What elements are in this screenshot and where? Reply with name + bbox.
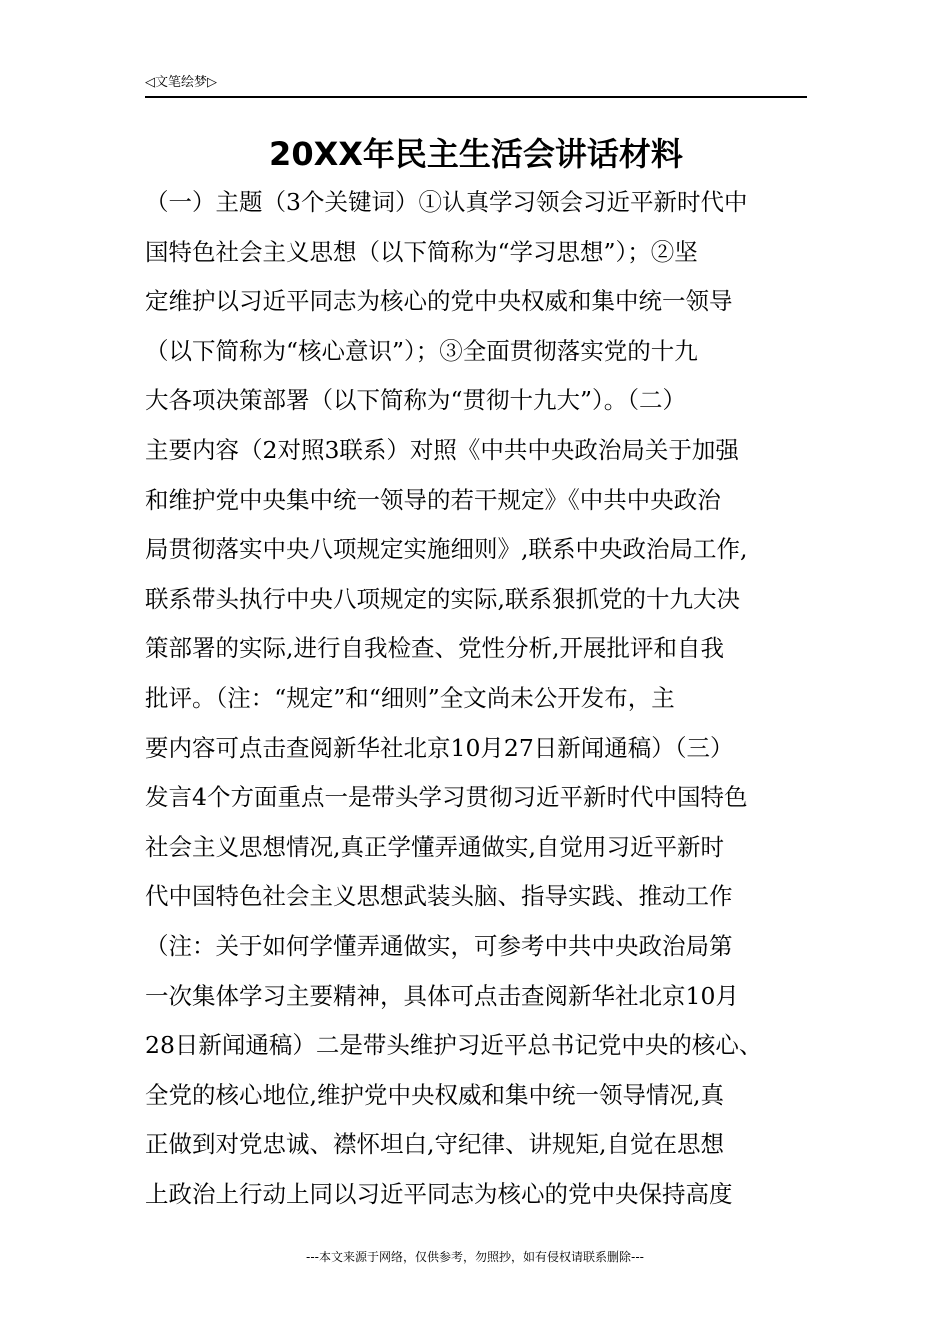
body-line: 大各项决策部署（以下简称为“贯彻十九大”）。（二） [145, 386, 687, 415]
header-divider [145, 96, 807, 98]
body-line: 批评。（注：“规定”和“细则”全文尚未公开发布，主 [145, 683, 675, 712]
footer-disclaimer: ---本文来源于网络，仅供参考，勿照抄，如有侵权请联系删除--- [306, 1250, 644, 1264]
body-line: 国特色社会主义思想（以下简称为“学习思想”）；②坚 [145, 237, 698, 266]
body-line: 一次集体学习主要精神，具体可点击查阅新华社北京10月 [145, 981, 739, 1010]
body-line: 局贯彻落实中央八项规定实施细则》,联系中央政治局工作, [145, 535, 748, 564]
body-line: 28日新闻通稿）二是带头维护习近平总书记党中央的核心、 [145, 1031, 763, 1060]
body-line: （一）主题（3个关键词）①认真学习领会习近平新时代中 [145, 188, 748, 216]
document-body [145, 178, 815, 1219]
body-line: 全党的核心地位,维护党中央权威和集中统一领导情况,真 [145, 1080, 724, 1109]
body-line: 策部署的实际,进行自我检查、党性分析,开展批评和自我 [145, 634, 724, 663]
body-line: 上政治上行动上同以习近平同志为核心的党中央保持高度 [145, 1179, 733, 1208]
body-line: 主要内容（2对照3联系）对照《中共中央政治局关于加强 [145, 435, 739, 464]
body-line: 要内容可点击查阅新华社北京10月27日新闻通稿）（三） [145, 733, 734, 762]
body-line: 社会主义思想情况,真正学懂弄通做实,自觉用习近平新时 [145, 832, 724, 861]
header-watermark: ◁文笔绘梦▷ [145, 75, 217, 90]
body-line: 联系带头执行中央八项规定的实际,联系狠抓党的十九大决 [145, 584, 740, 613]
document-title: 20XX年民主生活会讲话材料 [269, 135, 683, 173]
body-line: （注：关于如何学懂弄通做实，可参考中共中央政治局第 [145, 931, 733, 960]
body-line: 发言4个方面重点一是带头学习贯彻习近平新时代中国特色 [145, 783, 748, 812]
body-line: 和维护党中央集中统一领导的若干规定》《中共中央政治 [145, 485, 721, 514]
body-line: （以下简称为“核心意识”）；③全面贯彻落实党的十九 [145, 336, 698, 365]
body-line: 代中国特色社会主义思想武装头脑、指导实践、推动工作 [145, 882, 733, 911]
body-line: 定维护以习近平同志为核心的党中央权威和集中统一领导 [145, 287, 733, 316]
body-line: 正做到对党忠诚、襟怀坦白,守纪律、讲规矩,自觉在思想 [145, 1130, 724, 1159]
